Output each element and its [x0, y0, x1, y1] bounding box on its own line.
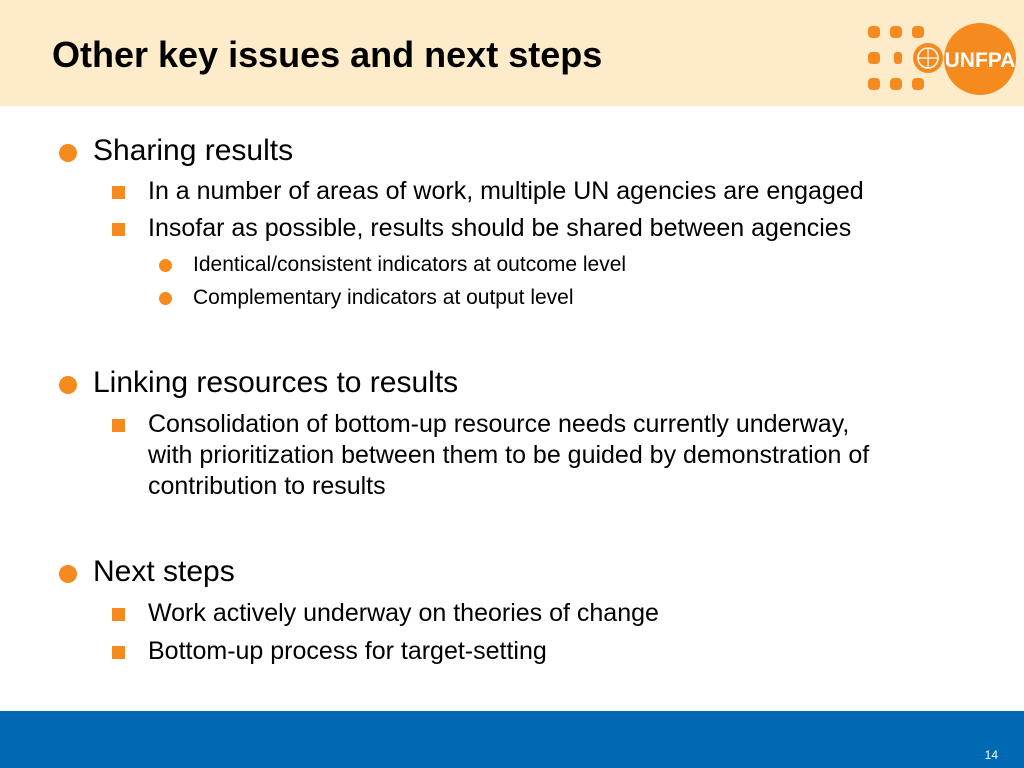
list-item-line: Consolidation of bottom-up resource needs currently underway, — [148, 410, 850, 438]
unfpa-logo — [864, 22, 1024, 96]
list-item: Work actively underway on theories of change — [148, 599, 659, 627]
square-bullet-icon — [112, 186, 125, 199]
bullet-icon — [59, 144, 77, 162]
logo-text: UNFPA — [944, 49, 1016, 72]
slide-footer — [0, 711, 1024, 768]
page-number: 14 — [984, 748, 998, 762]
sub-list-item: Identical/consistent indicators at outcome level — [193, 253, 627, 276]
bullet-icon — [59, 376, 77, 394]
square-bullet-icon — [112, 419, 125, 432]
list-item: Insofar as possible, results should be shared between agencies — [148, 214, 852, 242]
slide-header — [0, 0, 1024, 106]
section-heading: Sharing results — [93, 134, 294, 167]
bullet-icon — [59, 565, 77, 583]
square-bullet-icon — [112, 646, 125, 659]
square-bullet-icon — [112, 223, 125, 236]
slide-title: Other key issues and next steps — [52, 34, 603, 75]
sub-bullet-icon — [159, 292, 172, 305]
list-item: In a number of areas of work, multiple UN agencies are engaged — [148, 177, 864, 205]
section-heading: Next steps — [93, 555, 235, 588]
list-item: Bottom-up process for target-setting — [148, 637, 547, 665]
square-bullet-icon — [112, 608, 125, 621]
section-heading: Linking resources to results — [93, 366, 459, 399]
list-item-line: with prioritization between them to be guided by demonstration of — [148, 441, 870, 469]
sub-bullet-icon — [159, 259, 172, 272]
sub-list-item: Complementary indicators at output level — [193, 286, 574, 309]
list-item-line: contribution to results — [148, 472, 386, 500]
